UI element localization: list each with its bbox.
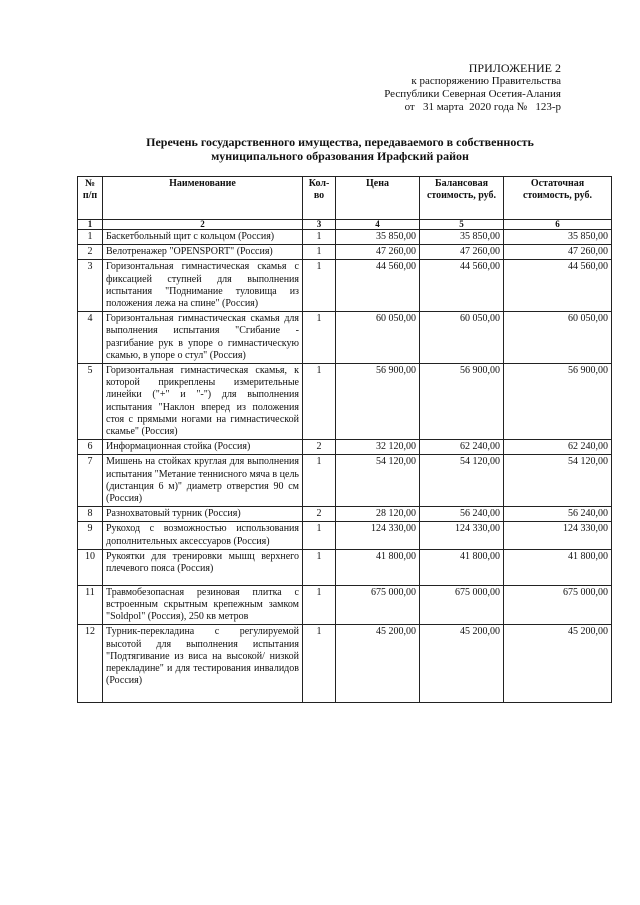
item-price: 35 850,00 <box>336 230 420 245</box>
item-balance-value: 56 900,00 <box>420 364 504 440</box>
item-balance-value: 62 240,00 <box>420 440 504 455</box>
item-balance-value: 44 560,00 <box>420 260 504 312</box>
header-residual: Остаточная стоимость, руб. <box>504 177 612 220</box>
item-quantity: 1 <box>303 455 336 507</box>
column-number: 4 <box>336 220 420 230</box>
item-residual-value: 60 050,00 <box>504 312 612 364</box>
item-quantity: 1 <box>303 585 336 625</box>
table-row <box>78 312 612 364</box>
item-residual-value: 35 850,00 <box>504 230 612 245</box>
item-price: 60 050,00 <box>336 312 420 364</box>
item-name: Рукоход с возможностью использования дополнительных аксессуаров (Россия) <box>103 522 303 549</box>
item-residual-value: 41 800,00 <box>504 549 612 585</box>
item-name: Горизонтальная гимнастическая скамья с фиксацией ступней для выполнения испытания "Поднимание туловища из положения лежа на спине" (Россия) <box>103 260 303 312</box>
column-number: 3 <box>303 220 336 230</box>
row-number: 7 <box>78 455 103 507</box>
item-residual-value: 54 120,00 <box>504 455 612 507</box>
row-number: 9 <box>78 522 103 549</box>
item-price: 32 120,00 <box>336 440 420 455</box>
item-balance-value: 54 120,00 <box>420 455 504 507</box>
row-number: 12 <box>78 625 103 703</box>
item-quantity: 1 <box>303 230 336 245</box>
item-price: 56 900,00 <box>336 364 420 440</box>
table-row <box>78 440 612 455</box>
item-balance-value: 41 800,00 <box>420 549 504 585</box>
property-table <box>77 176 612 703</box>
header-balance: Балансовая стоимость, руб. <box>420 177 504 220</box>
item-price: 675 000,00 <box>336 585 420 625</box>
item-name: Горизонтальная гимнастическая скамья, к которой прикреплены измерительные линейки ("+" и "-") для выполнения испытания "Наклон вперед из положения стоя с прямыми ногами на гимнастической скамье" (Россия) <box>103 364 303 440</box>
column-number: 6 <box>504 220 612 230</box>
item-name: Травмобезопасная резиновая плитка с встроенным скрытным крепежным замком "Soldpol" (Россия), 250 кв метров <box>103 585 303 625</box>
row-number: 2 <box>78 245 103 260</box>
item-residual-value: 62 240,00 <box>504 440 612 455</box>
table-header <box>78 177 612 230</box>
item-residual-value: 56 240,00 <box>504 507 612 522</box>
item-name: Рукоятки для тренировки мышц верхнего плечевого пояса (Россия) <box>103 549 303 585</box>
column-number: 1 <box>78 220 103 230</box>
row-number: 1 <box>78 230 103 245</box>
item-residual-value: 675 000,00 <box>504 585 612 625</box>
annex-heading: ПРИЛОЖЕНИЕ 2 <box>468 61 561 75</box>
table-row <box>78 507 612 522</box>
item-price: 47 260,00 <box>336 245 420 260</box>
item-name: Информационная стойка (Россия) <box>103 440 303 455</box>
item-residual-value: 124 330,00 <box>504 522 612 549</box>
table-row <box>78 455 612 507</box>
item-balance-value: 675 000,00 <box>420 585 504 625</box>
annex-line-order: к распоряжению Правительства <box>411 75 561 87</box>
title-line-1: Перечень государственного имущества, передаваемого в собственность <box>146 135 534 149</box>
item-residual-value: 44 560,00 <box>504 260 612 312</box>
item-quantity: 1 <box>303 364 336 440</box>
item-balance-value: 47 260,00 <box>420 245 504 260</box>
row-number: 8 <box>78 507 103 522</box>
item-price: 45 200,00 <box>336 625 420 703</box>
item-name: Турник-перекладина с регулируемой высотой для выполнения испытания "Подтягивание из виса на высокой/ низкой перекладине" и для тестирования инвалидов (Россия) <box>103 625 303 703</box>
row-number: 10 <box>78 549 103 585</box>
item-balance-value: 60 050,00 <box>420 312 504 364</box>
title-line-2: муниципального образования Ирафский район <box>211 149 469 163</box>
item-balance-value: 45 200,00 <box>420 625 504 703</box>
table-row <box>78 364 612 440</box>
item-quantity: 1 <box>303 522 336 549</box>
item-name: Горизонтальная гимнастическая скамья для выполнения испытания "Сгибание - разгибание рук в упоре о гимнастическую скамью, в упоре о стул" (Россия) <box>103 312 303 364</box>
item-residual-value: 47 260,00 <box>504 245 612 260</box>
item-price: 41 800,00 <box>336 549 420 585</box>
table-row <box>78 245 612 260</box>
item-balance-value: 56 240,00 <box>420 507 504 522</box>
row-number: 3 <box>78 260 103 312</box>
column-number-row <box>78 220 612 230</box>
header-price: Цена <box>336 177 420 220</box>
table-row <box>78 522 612 549</box>
item-quantity: 1 <box>303 312 336 364</box>
header-qty: Кол-во <box>303 177 336 220</box>
row-number: 6 <box>78 440 103 455</box>
item-residual-value: 45 200,00 <box>504 625 612 703</box>
item-quantity: 2 <box>303 507 336 522</box>
header-num: № п/п <box>78 177 103 220</box>
item-name: Мишень на стойках круглая для выполнения испытания "Метание теннисного мяча в цель (дистанция 6 м)" диаметр отверстия 90 см (Россия) <box>103 455 303 507</box>
table-row <box>78 230 612 245</box>
annex-line-republic: Республики Северная Осетия-Алания <box>384 88 561 100</box>
table-row <box>78 549 612 585</box>
table-body <box>78 230 612 703</box>
item-price: 44 560,00 <box>336 260 420 312</box>
table-row <box>78 585 612 625</box>
header-name: Наименование <box>103 177 303 220</box>
item-balance-value: 35 850,00 <box>420 230 504 245</box>
item-name: Разнохватовый турник (Россия) <box>103 507 303 522</box>
item-price: 124 330,00 <box>336 522 420 549</box>
item-name: Велотренажер "OPENSPORT" (Россия) <box>103 245 303 260</box>
column-number: 2 <box>103 220 303 230</box>
item-price: 54 120,00 <box>336 455 420 507</box>
item-balance-value: 124 330,00 <box>420 522 504 549</box>
column-number: 5 <box>420 220 504 230</box>
item-residual-value: 56 900,00 <box>504 364 612 440</box>
item-quantity: 1 <box>303 625 336 703</box>
item-quantity: 2 <box>303 440 336 455</box>
item-quantity: 1 <box>303 260 336 312</box>
table-row <box>78 260 612 312</box>
item-price: 28 120,00 <box>336 507 420 522</box>
row-number: 5 <box>78 364 103 440</box>
row-number: 11 <box>78 585 103 625</box>
annex-block <box>384 61 561 114</box>
row-number: 4 <box>78 312 103 364</box>
annex-line-date: от 31 марта 2020 года № 123-р <box>404 101 561 113</box>
item-quantity: 1 <box>303 549 336 585</box>
item-name: Баскетбольный щит с кольцом (Россия) <box>103 230 303 245</box>
item-quantity: 1 <box>303 245 336 260</box>
document-title <box>70 135 610 163</box>
table-row <box>78 625 612 703</box>
